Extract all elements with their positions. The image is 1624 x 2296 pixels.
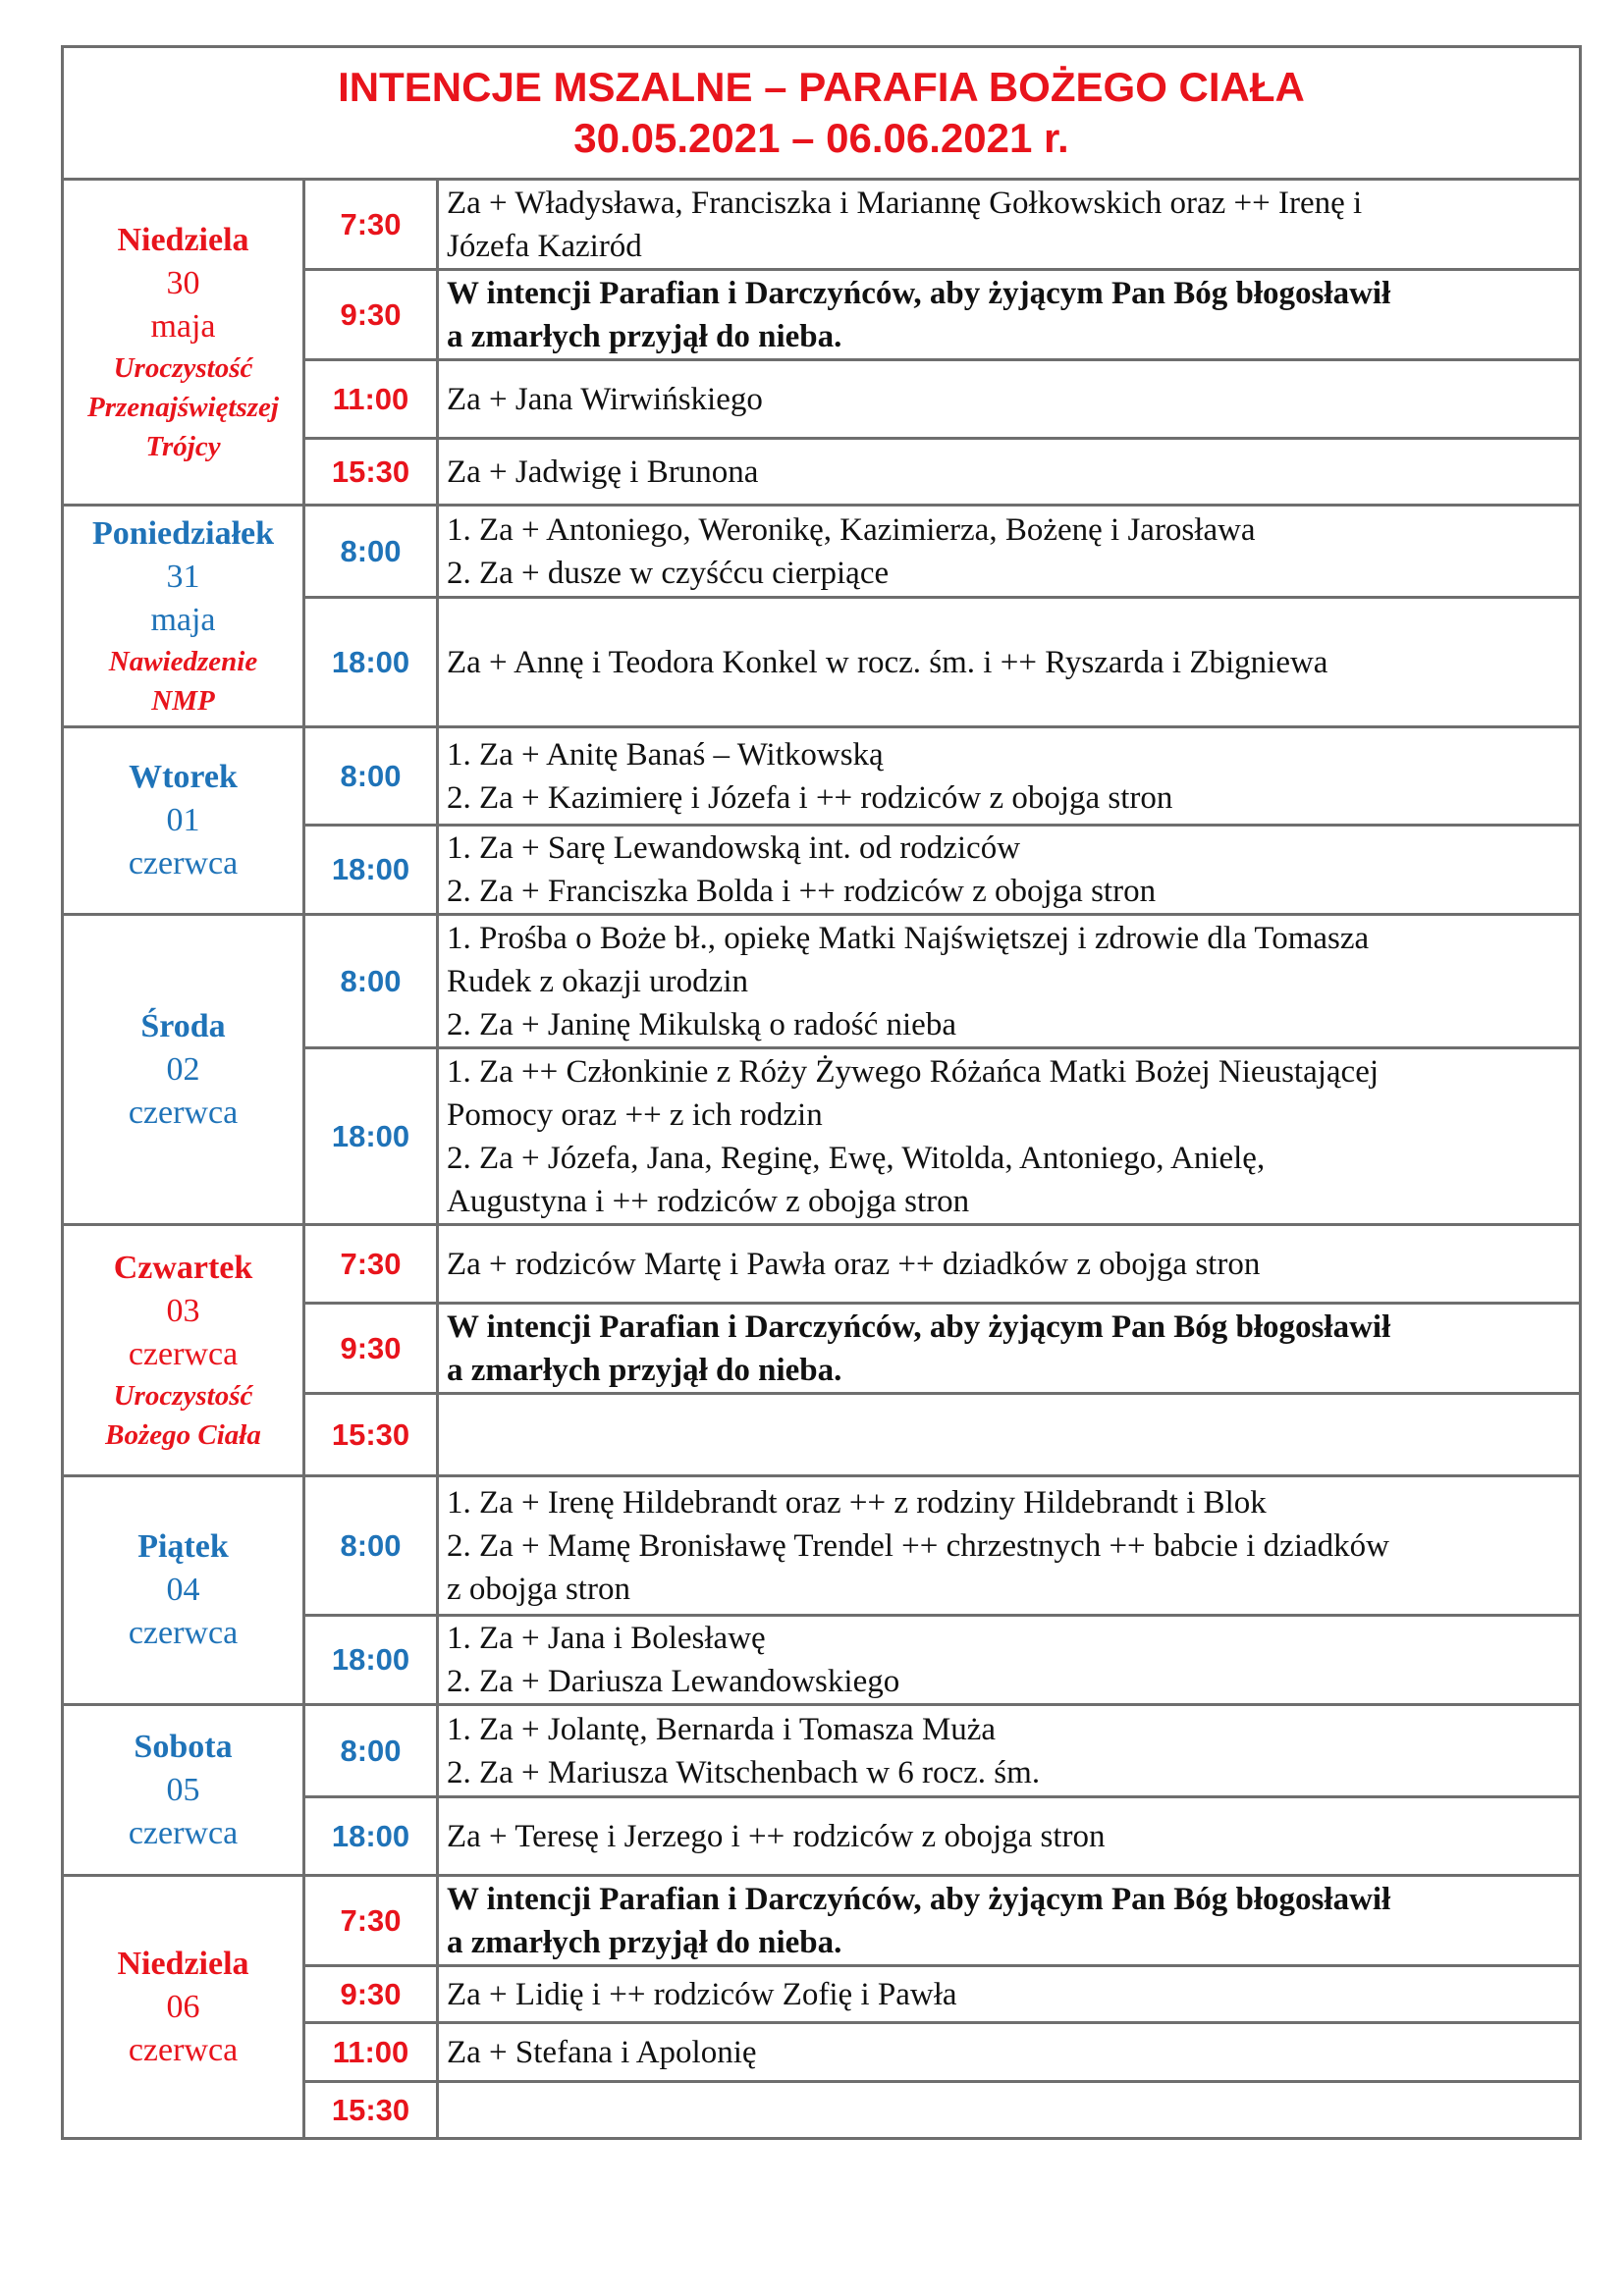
mass-intention (438, 1394, 1581, 1476)
day-name: Poniedziałek (91, 514, 275, 552)
intention-line: 2. Za + Mariusza Witschenbach w 6 rocz. śm. (447, 1754, 1041, 1790)
mass-intention (438, 1876, 1581, 1966)
day-name: Niedziela (117, 1945, 249, 1982)
feast-label: Uroczystość (113, 351, 253, 384)
date-range: 30.05.2021 – 06.06.2021 r. (573, 115, 1069, 161)
title-cell (63, 47, 1581, 180)
mass-intention (438, 727, 1581, 826)
mass-row (63, 506, 1581, 598)
intention-line: Rudek z okazji urodzin (447, 963, 748, 999)
intention-line: Za + Teresę i Jerzego i ++ rodziców z obojga stron (447, 1818, 1106, 1854)
intention-line: Za + rodziców Martę i Pawła oraz ++ dziadków z obojga stron (447, 1246, 1261, 1282)
day-cell (63, 180, 304, 506)
mass-time: 9:30 (304, 270, 438, 360)
mass-intention (438, 1966, 1581, 2023)
intention-line: 2. Za + dusze w czyśćcu cierpiące (447, 555, 890, 591)
day-month: czerwca (128, 1615, 239, 1651)
intention-line: 2. Za + Janinę Mikulską o radość nieba (447, 1006, 956, 1042)
feast-label: NMP (151, 684, 215, 717)
mass-intention (438, 915, 1581, 1048)
day-name: Czwartek (113, 1249, 253, 1286)
day-name: Wtorek (129, 759, 238, 795)
mass-time: 9:30 (304, 1304, 438, 1394)
intention-line: 1. Za + Jolantę, Bernarda i Tomasza Muża (447, 1711, 997, 1747)
day-number: 04 (166, 1572, 200, 1608)
mass-time: 7:30 (304, 1225, 438, 1304)
intention-line: W intencji Parafian i Darczyńców, aby żyjącym Pan Bóg błogosławił (447, 1308, 1391, 1345)
intention-line: W intencji Parafian i Darczyńców, aby żyjącym Pan Bóg błogosławił (447, 1881, 1391, 1917)
intention-line: Za + Jana Wirwińskiego (447, 381, 763, 417)
day-month: czerwca (128, 1335, 239, 1372)
day-month: czerwca (128, 2031, 239, 2068)
day-number: 31 (166, 558, 200, 595)
mass-intention (438, 1304, 1581, 1394)
day-month: maja (150, 601, 216, 638)
intention-line: W intencji Parafian i Darczyńców, aby żyjącym Pan Bóg błogosławił (447, 275, 1391, 311)
mass-intention (438, 439, 1581, 506)
intention-line: 2. Za + Mamę Bronisławę Trendel ++ chrzestnych ++ babcie i dziadków (447, 1527, 1389, 1564)
intention-line: Za + Władysława, Franciszka i Mariannę Gołkowskich oraz ++ Irenę i (447, 185, 1363, 221)
mass-time: 11:00 (304, 360, 438, 439)
mass-intention (438, 2082, 1581, 2139)
mass-intention (438, 1225, 1581, 1304)
mass-row (63, 1705, 1581, 1797)
page-title: INTENCJE MSZALNE – PARAFIA BOŻEGO CIAŁA (338, 64, 1305, 110)
mass-time: 7:30 (304, 180, 438, 270)
day-name: Niedziela (117, 221, 249, 258)
mass-intention (438, 1616, 1581, 1705)
mass-time: 15:30 (304, 2082, 438, 2139)
day-cell (63, 1876, 304, 2139)
mass-intention (438, 1476, 1581, 1616)
mass-time: 8:00 (304, 506, 438, 598)
day-number: 05 (166, 1771, 200, 1808)
intention-line: 1. Za + Sarę Lewandowską int. od rodziców (447, 830, 1021, 866)
intention-line: a zmarłych przyjął do nieba. (447, 318, 842, 354)
mass-intention (438, 180, 1581, 270)
mass-time: 8:00 (304, 1705, 438, 1797)
mass-intention (438, 2023, 1581, 2082)
day-month: czerwca (128, 1814, 239, 1851)
mass-intention (438, 826, 1581, 915)
intention-line: 2. Za + Franciszka Bolda i ++ rodziców z obojga stron (447, 874, 1157, 909)
day-name: Środa (140, 1007, 226, 1044)
intention-line: Za + Annę i Teodora Konkel w rocz. śm. i ++ Ryszarda i Zbigniewa (447, 644, 1328, 680)
mass-time: 18:00 (304, 1797, 438, 1876)
intention-line: 1. Za + Irenę Hildebrandt oraz ++ z rodziny Hildebrandt i Blok (447, 1484, 1267, 1521)
day-cell (63, 915, 304, 1225)
mass-row (63, 1876, 1581, 1966)
feast-label: Przenajświętszej (87, 391, 279, 423)
intention-line: Augustyna i ++ rodziców z obojga stron (447, 1183, 970, 1219)
feast-label: Uroczystość (113, 1379, 253, 1412)
intention-line: a zmarłych przyjął do nieba. (447, 1924, 842, 1960)
mass-intention (438, 270, 1581, 360)
intention-line: z obojga stron (447, 1571, 630, 1607)
mass-intention (438, 1797, 1581, 1876)
feast-label: Trójcy (145, 430, 221, 462)
intention-line: 1. Prośba o Boże bł., opiekę Matki Najświętszej i zdrowie dla Tomasza (447, 920, 1370, 956)
intention-line: 1. Za ++ Członkinie z Róży Żywego Różańca Matki Bożej Nieustającej (447, 1053, 1380, 1090)
mass-intention (438, 360, 1581, 439)
day-number: 06 (166, 1988, 200, 2025)
intention-line: 2. Za + Józefa, Jana, Reginę, Ewę, Witolda, Antoniego, Anielę, (447, 1140, 1266, 1176)
mass-row (63, 1476, 1581, 1616)
intention-line: 1. Za + Anitę Banaś – Witkowską (447, 736, 884, 773)
mass-time: 18:00 (304, 1616, 438, 1705)
day-name: Sobota (134, 1728, 233, 1765)
intention-line: a zmarłych przyjął do nieba. (447, 1352, 842, 1388)
feast-label: Bożego Ciała (105, 1418, 261, 1451)
mass-time: 18:00 (304, 826, 438, 915)
mass-intention (438, 1705, 1581, 1797)
day-month: maja (150, 307, 216, 345)
intention-line: 2. Za + Dariusza Lewandowskiego (447, 1664, 900, 1699)
mass-time: 8:00 (304, 727, 438, 826)
day-number: 30 (166, 264, 200, 301)
day-month: czerwca (128, 845, 239, 881)
mass-row (63, 915, 1581, 1048)
mass-time: 9:30 (304, 1966, 438, 2023)
mass-time: 11:00 (304, 2023, 438, 2082)
mass-intention (438, 1048, 1581, 1225)
mass-time: 7:30 (304, 1876, 438, 1966)
intention-line: 2. Za + Kazimierę i Józefa i ++ rodziców z obojga stron (447, 779, 1173, 816)
mass-intention (438, 598, 1581, 727)
intention-line: 1. Za + Jana i Bolesławę (447, 1621, 766, 1656)
day-number: 01 (166, 802, 200, 838)
mass-row (63, 727, 1581, 826)
day-name: Piątek (137, 1528, 229, 1565)
mass-time: 15:30 (304, 1394, 438, 1476)
day-cell (63, 506, 304, 727)
mass-time: 15:30 (304, 439, 438, 506)
day-number: 02 (166, 1050, 200, 1088)
feast-label: Nawiedzenie (108, 645, 258, 677)
intention-line: Za + Jadwigę i Brunona (447, 454, 759, 490)
mass-time: 18:00 (304, 1048, 438, 1225)
intention-line: 1. Za + Antoniego, Weronikę, Kazimierza, Bożenę i Jarosława (447, 511, 1256, 548)
mass-intention (438, 506, 1581, 598)
intention-line: Józefa Kaziród (447, 228, 642, 264)
mass-row (63, 1225, 1581, 1304)
mass-row (63, 180, 1581, 270)
day-cell (63, 1476, 304, 1705)
day-cell (63, 1225, 304, 1476)
intention-line: Za + Lidię i ++ rodziców Zofię i Pawła (447, 1976, 957, 2012)
day-cell (63, 1705, 304, 1876)
day-month: czerwca (128, 1094, 239, 1131)
intention-line: Za + Stefana i Apolonię (447, 2034, 757, 2070)
mass-intentions-table (61, 45, 1582, 2140)
mass-time: 8:00 (304, 915, 438, 1048)
title-row (63, 47, 1581, 180)
mass-time: 8:00 (304, 1476, 438, 1616)
intention-line: Pomocy oraz ++ z ich rodzin (447, 1096, 823, 1133)
day-cell (63, 727, 304, 915)
day-number: 03 (166, 1292, 200, 1329)
mass-time: 18:00 (304, 598, 438, 727)
